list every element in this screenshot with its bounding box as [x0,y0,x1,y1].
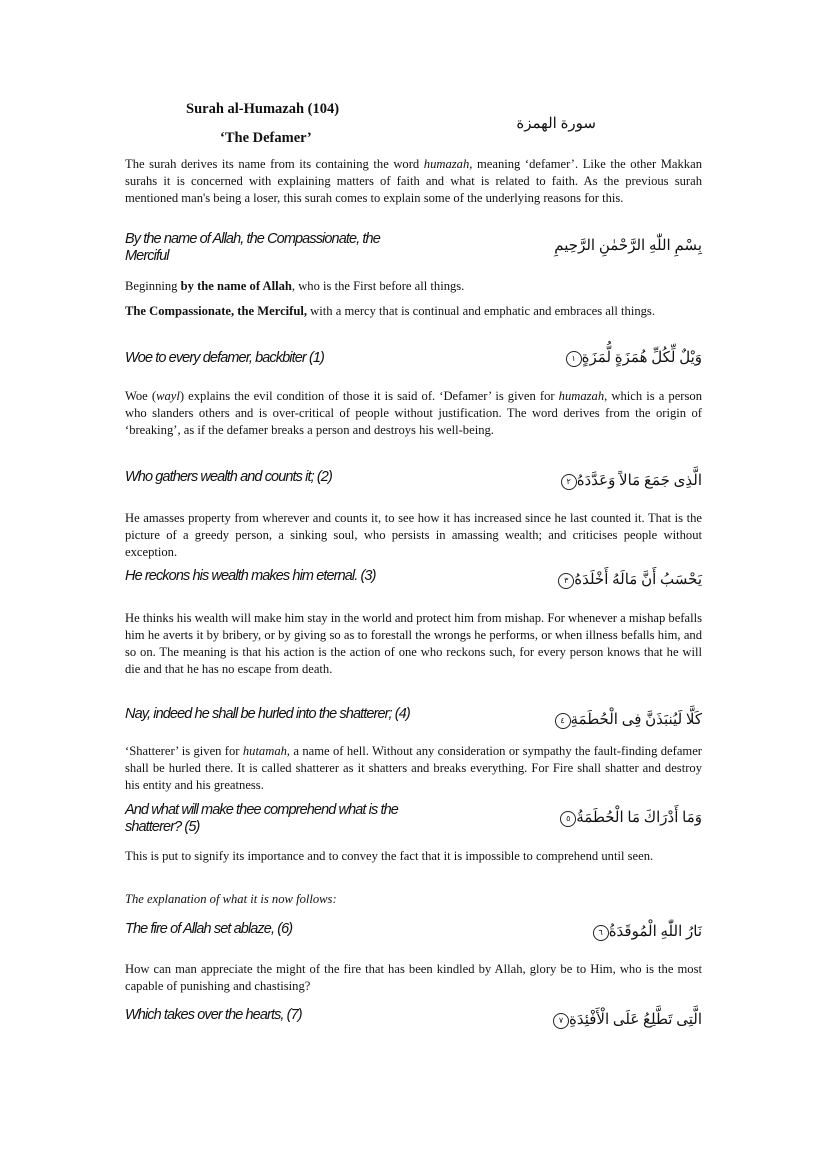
intro-paragraph: The surah derives its name from its containing the word humazah, meaning ‘defamer’. Like the other Makkan surahs it is concerned with explaining matters of faith and what is related to faith. As the previous surah mentioned man's being a loser, this surah comes to explain some of the underlying reasons for this. [125,157,702,205]
verse-arabic-text: الَّذِى جَمَعَ مَالاً وَعَدَّدَهُ [576,473,702,489]
verse-arabic [556,808,702,827]
verse-english: The fire of Allah set ablaze, (6) [125,921,293,937]
verse-english: He reckons his wealth makes him eternal. (3) [125,568,376,584]
verse-arabic-text: وَيْلٌ لِّكُلِّ هُمَزَةٍ لُّمَزَةٍ [581,350,702,366]
verse-arabic [549,1010,702,1029]
verse-arabic-text: كَلَّا لَيُنبَذَنَّ فِى الْحُطَمَةِ [570,712,702,728]
verse-comment: ‘Shatterer’ is given for hutamah, a name of hell. Without any consideration or sympathy the fault-finding defamer shall be hurled there. It is called shatterer as it shatters and breaks everything. For Fire shall shatter and destroy his entity and his greatness. [125,744,702,792]
verse-comment: He amasses property from wherever and counts it, to see how it has increased since he last counted it. That is the picture of a greedy person, a sinking soul, who persists in amassing wealth; and criticises people without exception. [125,511,702,559]
verse-arabic [554,236,702,255]
verse-english: Which takes over the hearts, (7) [125,1007,302,1023]
verse-arabic [557,471,702,490]
ayah-number-marker: ٦ [593,925,609,941]
verse-arabic-text: وَمَا أَدْرَاكَ مَا الْحُطَمَةُ [576,810,702,826]
ayah-number-marker: ٣ [558,573,574,589]
verse-english: Woe to every defamer, backbiter (1) [125,350,324,366]
verse-arabic-text: يَحْسَبُ أَنَّ مَالَهُ أَخْلَدَهُ [574,572,702,588]
verse-arabic [551,710,703,729]
verse-arabic-text: نَارُ اللّٰهِ الْمُوقَدَةُ [608,924,702,940]
verse-arabic-text: الَّتِى تَطَّلِعُ عَلَى الْأَفْئِدَةِ [568,1012,702,1028]
verse-comment: The Compassionate, the Merciful, with a mercy that is continual and emphatic and embraces all things. [125,304,655,318]
ayah-number-marker: ٥ [560,811,576,827]
verse-arabic [554,570,702,589]
ayah-number-marker: ١ [566,351,582,367]
verse-arabic [562,348,702,367]
verse-comment: Beginning by the name of Allah, who is the First before all things. [125,279,465,293]
verse-english: By the name of Allah, the Compassionate, the Merciful [125,231,380,264]
verse-comment: This is put to signify its importance and to convey the fact that it is impossible to comprehend until seen. [125,849,654,863]
verse-english: Who gathers wealth and counts it; (2) [125,469,332,485]
verse-comment: The explanation of what it is now follows: [125,892,337,906]
verse-arabic-text: بِسْمِ اللّٰهِ الرَّحْمٰنِ الرَّحِيمِ [554,238,702,254]
verse-english: Nay, indeed he shall be hurled into the shatterer; (4) [125,706,410,722]
verse-comment: Woe (wayl) explains the evil condition of those it is said of. ‘Defamer’ is given for humazah, which is a person who slanders others and is over-critical of people without justification. The word derives from the origin of ‘breaking’, as if the defamer breaks a person and destroys his well-being. [125,389,702,437]
ayah-number-marker: ٧ [553,1013,569,1029]
page-title: Surah al-Humazah (104) [186,101,340,117]
verse-comment: He thinks his wealth will make him stay in the world and protect him from mishap. For whenever a mishap befalls him he averts it by bribery, or by giving so as to forestall the wrongs he performs, or when illness befalls him, and so on. The meaning is that his action is the action of one who reckons such, for every person knows that he will die and that he has no escape from death. [125,611,702,676]
arabic-title: سورة الهمزة [516,116,596,132]
ayah-number-marker: ٢ [561,474,577,490]
page-subtitle: ‘The Defamer’ [220,130,312,146]
verse-comment: How can man appreciate the might of the fire that has been kindled by Allah, glory be to Him, who is the most capable of punishing and chastising? [125,962,702,993]
verse-arabic [589,922,702,941]
verse-english: And what will make thee comprehend what is the shatterer? (5) [125,802,398,835]
ayah-number-marker: ٤ [555,713,571,729]
